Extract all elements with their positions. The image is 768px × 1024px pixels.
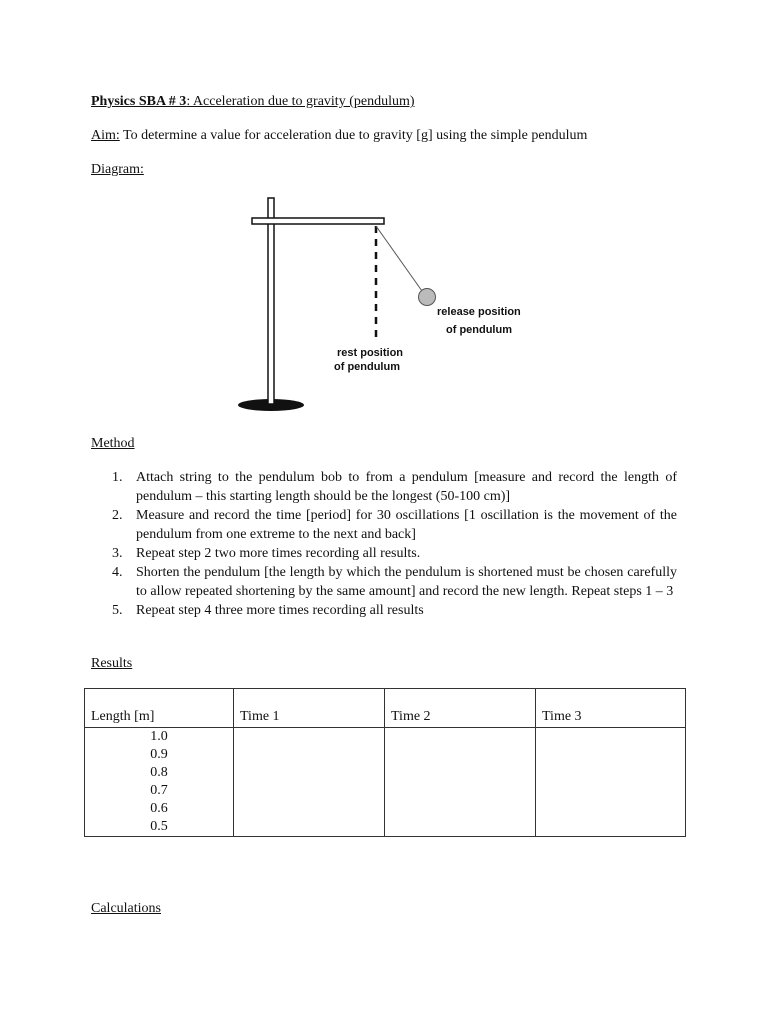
- method-step: [91, 468, 677, 506]
- title-bold: Physics SBA # 3: [91, 94, 187, 109]
- diagram-heading: Diagram:: [91, 162, 144, 177]
- stand-arm: [252, 218, 384, 224]
- step-number: 5.: [112, 603, 123, 618]
- aim-line: [91, 128, 587, 144]
- step-number: 3.: [112, 546, 123, 561]
- length-value: 0.6: [150, 801, 168, 816]
- step-text: Shorten the pendulum [the length by which the pendulum is shortened must be chosen carefully to allow repeated shortening by the same amount] and record the new length. Repeat steps 1 – 3: [136, 565, 677, 599]
- step-number: 2.: [112, 508, 123, 523]
- column-header-length: Length [m]: [85, 689, 234, 728]
- column-header-time-2: Time 2: [385, 689, 536, 728]
- column-header-time-1: Time 1: [234, 689, 385, 728]
- calculations-heading: Calculations: [91, 901, 161, 916]
- step-number: 1.: [112, 470, 123, 485]
- method-step: [91, 506, 677, 544]
- pendulum-bob: [419, 289, 436, 306]
- rest-label-line-1: rest position: [337, 347, 404, 359]
- method-heading: Method: [91, 436, 135, 451]
- step-text: Repeat step 2 two more times recording all results.: [136, 546, 421, 561]
- table-header-row: [85, 689, 686, 728]
- step-text: Repeat step 4 three more times recording all results: [136, 603, 424, 618]
- length-value: 0.8: [150, 765, 168, 780]
- page-title: [91, 94, 415, 110]
- length-value: 0.7: [150, 783, 168, 798]
- length-value: 0.5: [150, 819, 168, 834]
- title-rest: : Acceleration due to gravity (pendulum): [186, 94, 415, 109]
- pendulum-diagram: [230, 190, 550, 416]
- method-step: [91, 563, 677, 601]
- release-label-line-1: release position: [437, 306, 521, 318]
- step-text: Measure and record the time [period] for 30 oscillations [1 oscillation is the movement of the pendulum from one extreme to the next and back]: [136, 508, 677, 542]
- method-step: [91, 544, 677, 563]
- pendulum-string: [376, 226, 422, 291]
- time-2-cell: [385, 728, 536, 837]
- time-1-cell: [234, 728, 385, 837]
- column-header-time-3: Time 3: [536, 689, 686, 728]
- length-value: 1.0: [150, 729, 168, 744]
- time-3-cell: [536, 728, 686, 837]
- aim-text: To determine a value for acceleration due to gravity [g] using the simple pendulum: [119, 128, 588, 143]
- rest-label-line-2: of pendulum: [334, 361, 400, 373]
- results-table: [84, 688, 686, 837]
- step-text: Attach string to the pendulum bob to from a pendulum [measure and record the length of pendulum – this starting length should be the longest (50-100 cm)]: [136, 470, 677, 504]
- method-step: [91, 601, 677, 620]
- stand-pole: [268, 198, 274, 404]
- table-row: [85, 728, 686, 837]
- release-label-line-2: of pendulum: [446, 324, 512, 336]
- method-list: [91, 468, 677, 620]
- length-value: 0.9: [150, 747, 168, 762]
- results-heading: Results: [91, 656, 133, 671]
- step-number: 4.: [112, 565, 123, 580]
- aim-label: Aim:: [91, 128, 120, 143]
- length-values-cell: [85, 728, 234, 837]
